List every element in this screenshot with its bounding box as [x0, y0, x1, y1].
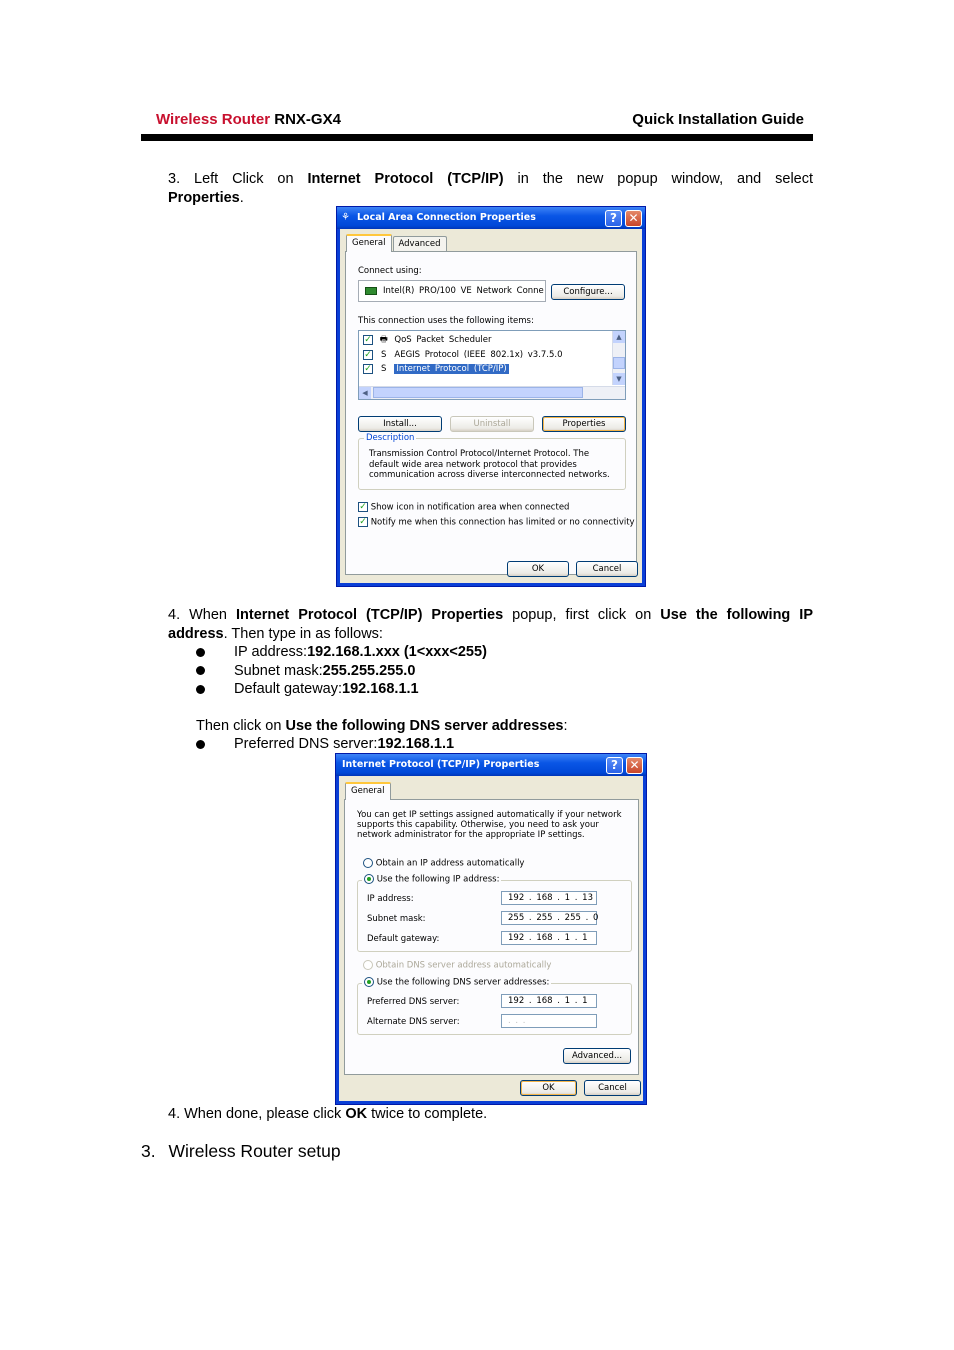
general-panel: [344, 799, 639, 1075]
adapter-field: [358, 280, 546, 302]
cancel-button[interactable]: Cancel: [584, 1080, 641, 1096]
list-item-label: QoS Packet Scheduler: [394, 335, 492, 345]
use-dns-option[interactable]: [362, 977, 551, 988]
cancel-button[interactable]: Cancel: [576, 561, 638, 577]
list-item: Default gateway: 192.168.1.1: [196, 680, 487, 699]
list-item-selected[interactable]: [363, 363, 509, 375]
list-item: Subnet mask: 255.255.255.0: [196, 662, 487, 681]
auto-dns-label: Obtain DNS server address automatically: [375, 960, 552, 971]
description-group: [358, 433, 626, 490]
section-number: 3.: [141, 1141, 156, 1161]
tab-bar: [345, 782, 392, 800]
help-button[interactable]: ?: [606, 757, 623, 774]
help-button[interactable]: ?: [605, 210, 622, 227]
ip-label: IP address:: [367, 894, 414, 904]
dialog-client: [339, 776, 643, 1101]
radio-icon[interactable]: [363, 960, 373, 970]
protocol-icon: Ѕ: [381, 364, 387, 374]
step4-paragraph: [168, 606, 813, 643]
items-list: [358, 330, 626, 400]
description-text: Transmission Control Protocol/Internet Protocol. The default wide area network protocol that provides communication across diverse interconnected networks.: [369, 449, 610, 480]
horizontal-scrollbar[interactable]: [359, 386, 625, 399]
header-product: [156, 111, 341, 128]
auto-ip-label: Obtain an IP address automatically: [375, 858, 525, 869]
radio-icon[interactable]: [364, 977, 374, 987]
lan-properties-dialog: [336, 206, 646, 587]
radio-icon[interactable]: [364, 874, 374, 884]
properties-button[interactable]: Properties: [542, 416, 626, 432]
show-icon-option[interactable]: [358, 502, 569, 513]
network-icon: ⚘: [341, 212, 350, 223]
alternate-dns-field[interactable]: . . .: [501, 1014, 597, 1028]
dns-instruction: Then click on Use the following DNS server addresses:: [196, 718, 568, 734]
show-icon-label: Show icon in notification area when connected: [370, 502, 570, 513]
list-item[interactable]: [363, 349, 563, 361]
tcpip-properties-dialog: [335, 753, 647, 1105]
default-gateway-label: Default gateway:: [367, 934, 440, 944]
notify-option[interactable]: [358, 517, 635, 528]
list-item-label: AEGIS Protocol (IEEE 802.1x) v3.7.5.0: [394, 350, 563, 360]
alternate-dns-label: Alternate DNS server:: [367, 1017, 460, 1027]
scroll-thumb[interactable]: [613, 357, 625, 369]
step4-line1: 4. When Internet Protocol (TCP/IP) Properties popup, first click on Use the following IP: [168, 607, 814, 623]
close-button[interactable]: ✕: [626, 757, 643, 774]
scroll-down-icon[interactable]: ▼: [613, 373, 625, 385]
preferred-dns-label: Preferred DNS server:: [367, 997, 460, 1007]
bullet-icon: [196, 685, 205, 694]
section-heading: [141, 1141, 341, 1162]
vertical-scrollbar[interactable]: [612, 331, 625, 385]
preferred-dns-field[interactable]: 192 . 168 . 1 . 1: [501, 994, 597, 1008]
done-paragraph: 4. When done, please click OK twice to complete.: [168, 1106, 488, 1122]
dns-settings-list: [196, 735, 454, 754]
step3-paragraph: [168, 170, 813, 207]
step3-line1: 3. Left Click on Internet Protocol (TCP/IP) in the new popup window, and select: [168, 171, 814, 187]
description-caption: Description: [366, 433, 415, 443]
close-button[interactable]: ✕: [625, 210, 642, 227]
radio-icon[interactable]: [363, 858, 373, 868]
dialog-titlebar: [336, 754, 646, 776]
header-brand: Wireless Router: [156, 111, 271, 128]
ok-button[interactable]: OK: [507, 561, 569, 577]
check-icon[interactable]: ✓: [364, 363, 372, 374]
scheduler-icon: 🖶: [379, 335, 388, 345]
install-button[interactable]: Install...: [358, 416, 442, 432]
list-item-label: Internet Protocol (TCP/IP): [396, 364, 507, 374]
header-guide-title: Quick Installation Guide: [632, 111, 804, 128]
default-gateway-field[interactable]: 192 . 168 . 1 . 1: [501, 931, 597, 945]
tab-advanced[interactable]: Advanced: [393, 236, 447, 252]
adapter-name: Intel(R) PRO/100 VE Network Conne: [383, 286, 544, 296]
network-card-icon: [365, 287, 377, 295]
uninstall-button[interactable]: Uninstall: [450, 416, 534, 432]
items-label: This connection uses the following items:: [358, 316, 534, 326]
bullet-icon: [196, 740, 205, 749]
scroll-thumb[interactable]: [373, 387, 583, 398]
tab-general[interactable]: General: [346, 234, 392, 252]
header-rule: [141, 134, 813, 141]
subnet-mask-label: Subnet mask:: [367, 914, 426, 924]
check-icon[interactable]: ✓: [359, 502, 367, 512]
list-item[interactable]: [363, 334, 491, 346]
advanced-button[interactable]: Advanced...: [563, 1048, 631, 1064]
ip-group: [357, 874, 632, 952]
intro-text: You can get IP settings assigned automatically if your network supports this capability. Otherwise, you need to ask your network administrator for the appropriate IP settings.: [357, 810, 622, 840]
check-icon[interactable]: ✓: [359, 517, 367, 527]
use-dns-label: Use the following DNS server addresses:: [376, 977, 550, 988]
dns-group: [357, 977, 632, 1035]
step4-line2: address. Then type in as follows:: [168, 625, 383, 642]
list-item: Preferred DNS server: 192.168.1.1: [196, 735, 454, 754]
dialog-title: Internet Protocol (TCP/IP) Properties: [342, 759, 540, 770]
notify-label: Notify me when this connection has limited or no connectivity: [370, 517, 635, 528]
configure-button[interactable]: Configure...: [551, 284, 625, 300]
bullet-icon: [196, 648, 205, 657]
bullet-icon: [196, 666, 205, 675]
connect-using-label: Connect using:: [358, 266, 422, 276]
header-model: RNX-GX4: [274, 111, 341, 128]
use-ip-option[interactable]: [362, 874, 501, 885]
scroll-up-icon[interactable]: ▲: [613, 331, 625, 343]
scroll-left-icon[interactable]: ◀: [359, 387, 371, 399]
check-icon[interactable]: ✓: [364, 334, 372, 345]
section-title: Wireless Router setup: [168, 1141, 341, 1161]
check-icon[interactable]: ✓: [364, 349, 372, 360]
general-panel: [345, 251, 637, 575]
ok-button[interactable]: OK: [520, 1080, 577, 1096]
auto-ip-option[interactable]: [363, 858, 524, 869]
dialog-titlebar: [337, 207, 645, 229]
auto-dns-option[interactable]: [363, 960, 551, 971]
ip-settings-list: [196, 643, 487, 699]
step3-line2: Properties.: [168, 189, 244, 206]
use-ip-label: Use the following IP address:: [376, 874, 500, 885]
tab-bar: [346, 234, 448, 252]
ip-address-field[interactable]: 192 . 168 . 1 . 13: [501, 891, 597, 905]
subnet-mask-field[interactable]: 255 . 255 . 255 . 0: [501, 911, 597, 925]
protocol-icon: Ѕ: [381, 350, 387, 360]
dialog-client: [340, 229, 642, 583]
dialog-title: Local Area Connection Properties: [357, 212, 536, 223]
list-item: IP address: 192.168.1.xxx (1<xxx<255): [196, 643, 487, 662]
tab-general[interactable]: General: [345, 782, 391, 800]
